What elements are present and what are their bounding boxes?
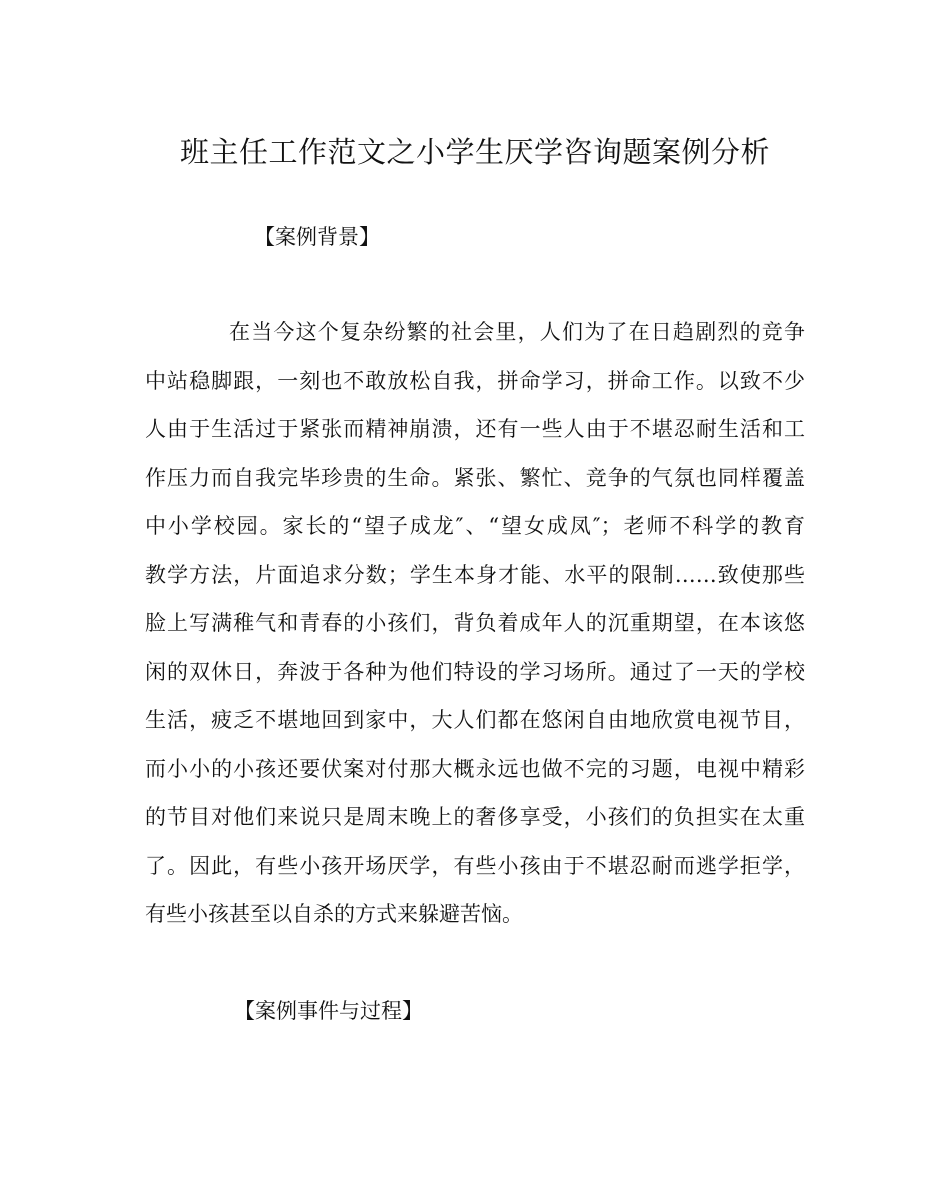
paragraph-line: 闲的双休日，奔波于各种为他们特设的学习场所。通过了一天的学校 xyxy=(145,659,805,684)
paragraph-line: 有些小孩甚至以自杀的方式来躲避苦恼。 xyxy=(145,902,523,926)
paragraph-line: 了。因此，有些小孩开场厌学，有些小孩由于不堪忍耐而逃学拒学， xyxy=(145,853,805,878)
section-heading-events: 【案例事件与过程】 xyxy=(234,999,423,1023)
section-heading-background: 【案例背景】 xyxy=(254,225,380,249)
paragraph-line: 而小小的小孩还要伏案对付那大概永远也做不完的习题，电视中精彩 xyxy=(145,756,805,781)
paragraph-line: 在当今这个复杂纷繁的社会里，人们为了在日趋剧烈的竞争 xyxy=(229,320,805,344)
paragraph-line: 教学方法，片面追求分数；学生本身才能、水平的限制……致使那些 xyxy=(145,562,805,587)
paragraph-line: 中小学校园。家长的“望子成龙″、“望女成凤″；老师不科学的教育 xyxy=(145,514,805,538)
paragraph-line: 人由于生活过于紧张而精神崩溃，还有一些人由于不堪忍耐生活和工 xyxy=(145,417,805,441)
paragraph-line: 脸上写满稚气和青春的小孩们，背负着成年人的沉重期望，在本该悠 xyxy=(145,611,805,635)
paragraph-line: 的节目对他们来说只是周末晚上的奢侈享受，小孩们的负担实在太重 xyxy=(145,805,805,829)
paragraph-line: 作压力而自我完毕珍贵的生命。紧张、繁忙、竞争的气氛也同样覆盖 xyxy=(145,465,805,490)
document-title: 班主任工作范文之小学生厌学咨询题案例分析 xyxy=(179,135,770,169)
paragraph-line: 生活，疲乏不堪地回到家中，大人们都在悠闲自由地欣赏电视节目， xyxy=(145,708,805,732)
paragraph-line: 中站稳脚跟，一刻也不敢放松自我，拼命学习，拼命工作。以致不少 xyxy=(145,368,805,393)
background-paragraph xyxy=(145,314,805,945)
